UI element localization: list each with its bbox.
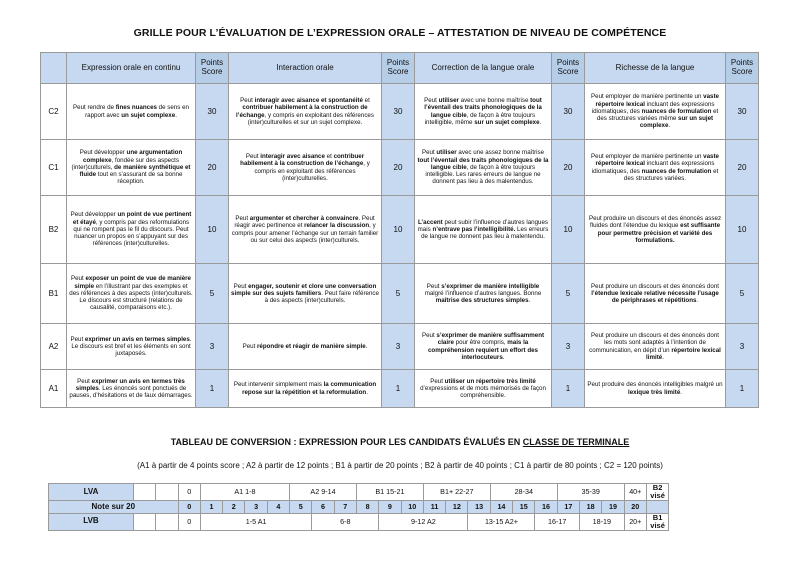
cell-interaction: Peut intervenir simplement mais la communication repose sur la répétition et la reformulation.	[229, 370, 382, 408]
emphasis: contribuer habilement à la construction de l’échange	[236, 104, 368, 119]
emphasis: nuances de formulation	[641, 107, 712, 115]
header-points: Points Score	[726, 53, 759, 84]
level-label: A2	[41, 324, 67, 370]
emphasis: tout l’éventail des traits phonologiques de la langue cible	[424, 96, 542, 119]
points-value: 10	[726, 196, 759, 264]
emphasis: maîtrise des structures simples	[435, 297, 529, 305]
corner-cell	[41, 53, 67, 84]
lvb-a2plus: 13-15 A2+	[468, 513, 535, 530]
emphasis: exposer un point de vue de manière simple	[74, 275, 191, 290]
emphasis: une argumentation complexe	[83, 149, 183, 164]
lva-zero: 0	[178, 484, 200, 501]
emphasis: nuances de formulation	[641, 167, 712, 175]
points-value: 20	[726, 140, 759, 196]
cell-correction: Peut utiliser avec une bonne maîtrise tout l’éventail des traits phonologiques de la langue cible, de façon à être toujours intelligible, même sur un sujet complexe.	[415, 84, 552, 140]
evaluation-grid	[40, 52, 759, 408]
lvb-range-18-19: 18-19	[580, 513, 625, 530]
emphasis: L’accent	[417, 218, 443, 226]
emphasis: relancer la discussion	[304, 222, 370, 230]
cell-correction: Peut s’exprimer de manière suffisamment claire pour être compris, mais la compréhension requiert un effort des interlocuteurs.	[415, 324, 552, 370]
points-value: 1	[726, 370, 759, 408]
points-value: 20	[552, 140, 585, 196]
grid-row-a1	[41, 370, 759, 408]
lvb-range-16-17: 16-17	[535, 513, 580, 530]
lvb-range-20plus: 20+	[624, 513, 646, 530]
emphasis: est suffisante pour permettre précision et variété des formulations.	[597, 222, 721, 244]
level-label: C1	[41, 140, 67, 196]
scale-value: 13	[468, 500, 490, 513]
cell-correction: Peut utiliser un répertoire très limité d’expressions et de mots mémorisés de façon compréhensible.	[415, 370, 552, 408]
cell-correction: L’accent peut subir l’influence d’autres langues mais n’entrave pas l’intelligibilité. Les erreurs de langue ne donnent pas lieu à malentendu.	[415, 196, 552, 264]
conversion-table	[48, 483, 746, 531]
grid-header-row	[41, 53, 759, 84]
scale-value: 11	[423, 500, 445, 513]
points-value: 1	[196, 370, 229, 408]
emphasis: exprimer un avis en termes simples	[84, 335, 190, 343]
scale-value: 6	[312, 500, 334, 513]
emphasis: vaste répertoire lexical	[595, 152, 719, 168]
lva-row	[49, 484, 746, 501]
lvb-label: LVB	[49, 513, 134, 530]
emphasis: n’entrave pas l’intelligibilité.	[432, 225, 516, 233]
grid-row-c2	[41, 84, 759, 140]
emphasis: utiliser un répertoire très limité	[444, 377, 536, 385]
grid-row-b1	[41, 264, 759, 324]
emphasis: interagir avec aisance et spontanéité	[254, 96, 363, 104]
lva-a2: A2 9-14	[290, 484, 357, 501]
header-richesse: Richesse de la langue	[585, 53, 726, 84]
cell-richesse: Peut produire un discours et des énoncés dont l’étendue lexicale relative nécessite l’usage de périphrases et répétitions.	[585, 264, 726, 324]
cell-interaction: Peut engager, soutenir et clore une conversation simple sur des sujets familiers. Peut faire référence à des aspects (inter)culturels.	[229, 264, 382, 324]
points-value: 30	[726, 84, 759, 140]
emphasis: engager, soutenir et clore une conversation simple sur des sujets familiers	[231, 282, 377, 297]
emphasis: exprimer un avis en termes très simples	[75, 377, 185, 392]
scale-value: 17	[557, 500, 579, 513]
points-value: 1	[552, 370, 585, 408]
cell-expression-continu: Peut exprimer un avis en termes simples. Le discours est bref et les éléments en sont juxtaposés.	[67, 324, 196, 370]
header-interaction: Interaction orale	[229, 53, 382, 84]
points-value: 20	[382, 140, 415, 196]
points-value: 30	[196, 84, 229, 140]
cell-interaction: Peut interagir avec aisance et spontanéité et contribuer habilement à la construction de l’échange, y compris en exploitant des références (inter)culturelles et sur un sujet complexe.	[229, 84, 382, 140]
emphasis: contribuer habilement à la construction de l’échange	[240, 152, 365, 168]
header-expression-continu: Expression orale en continu	[67, 53, 196, 84]
scale-value: 3	[245, 500, 267, 513]
grid-row-a2	[41, 324, 759, 370]
header-points: Points Score	[382, 53, 415, 84]
conversion-title-main: TABLEAU DE CONVERSION : EXPRESSION POUR LES CANDIDATS ÉVALUÉS EN	[170, 437, 523, 447]
cell-interaction: Peut interagir avec aisance et contribuer habilement à la construction de l’échange, y compris en exploitant des références (inter)culturelles.	[229, 140, 382, 196]
points-value: 3	[552, 324, 585, 370]
points-value: 10	[382, 196, 415, 264]
emphasis: lexique très limité	[627, 388, 681, 396]
emphasis: un sujet complexe	[121, 111, 176, 119]
scale-value: 14	[490, 500, 512, 513]
lvb-target: B1 visé	[646, 513, 668, 530]
cell-expression-continu: Peut exprimer un avis en termes très simples. Les énoncés sont ponctués de pauses, d’hésitations et de faux démarrages.	[67, 370, 196, 408]
emphasis: utiliser	[436, 149, 457, 157]
points-value: 5	[382, 264, 415, 324]
lvb-a2: 9-12 A2	[379, 513, 468, 530]
cell-expression-continu: Peut rendre de fines nuances de sens en rapport avec un sujet complexe.	[67, 84, 196, 140]
lvb-a1: 1-5 A1	[200, 513, 311, 530]
cell-richesse: Peut produire un discours et des énoncés dont les mots sont adaptés à l’intention de communication, en dépit d’un répertoire lexical limité.	[585, 324, 726, 370]
scale-value: 12	[446, 500, 468, 513]
conversion-title	[0, 437, 800, 447]
lva-b1plus: B1+ 22-27	[423, 484, 490, 501]
scale-value: 7	[334, 500, 356, 513]
scale-blank	[646, 500, 668, 513]
lva-range-35-39: 35-39	[557, 484, 624, 501]
emphasis: argumenter et chercher à convaincre	[249, 214, 359, 222]
emphasis: de manière synthétique et fluide	[79, 163, 191, 179]
header-points: Points Score	[196, 53, 229, 84]
lva-label: LVA	[49, 484, 134, 501]
cell-richesse: Peut produire un discours et des énoncés assez fluides dont l’étendue du lexique est suffisante pour permettre précision et variété des formulations.	[585, 196, 726, 264]
cell-expression-continu: Peut développer une argumentation complexe, fondée sur des aspects (inter)culturels, de manière synthétique et fluide tout en s’assurant de sa bonne réception.	[67, 140, 196, 196]
emphasis: tout l’éventail des traits phonologiques de la langue cible	[417, 156, 549, 171]
lva-blank	[156, 484, 178, 501]
emphasis: vaste répertoire lexical	[595, 93, 719, 108]
cell-richesse: Peut employer de manière pertinente un vaste répertoire lexical incluant des expressions idiomatiques, des nuances de formulation et des structures variées même sur un sujet complexe.	[585, 84, 726, 140]
lva-target: B2 visé	[646, 484, 668, 501]
scale-value: 18	[580, 500, 602, 513]
cell-richesse: Peut produire des énoncés intelligibles malgré un lexique très limité.	[585, 370, 726, 408]
conversion-title-class: CLASSE DE TERMINALE	[522, 437, 630, 447]
points-value: 3	[382, 324, 415, 370]
points-value: 5	[726, 264, 759, 324]
lva-blank	[133, 484, 155, 501]
points-value: 5	[196, 264, 229, 324]
emphasis: un point de vue pertinent et étayé	[72, 211, 192, 226]
points-value: 1	[382, 370, 415, 408]
points-value: 20	[196, 140, 229, 196]
lvb-zero: 0	[178, 513, 200, 530]
scale-value: 1	[200, 500, 222, 513]
scale-value: 2	[223, 500, 245, 513]
emphasis: s’exprimer de manière suffisamment claire	[436, 331, 545, 347]
conversion-note: (A1 à partir de 4 points score ; A2 à partir de 12 points ; B1 à partir de 20 points ; B2 à partir de 40 points ; C1 à partir de 80 points ; C2 = 120 points)	[137, 461, 663, 470]
scale-value: 5	[290, 500, 312, 513]
emphasis: mais la compréhension requiert un effort des interlocuteurs	[427, 339, 538, 361]
lvb-row	[49, 513, 746, 530]
points-value: 10	[196, 196, 229, 264]
note-scale-row	[49, 500, 746, 513]
emphasis: s’exprimer de manière intelligible	[441, 282, 540, 290]
cell-correction: Peut utiliser avec une assez bonne maîtrise tout l’éventail des traits phonologiques de la langue cible, de façon à être toujours intelligible. Les rares erreurs de langue ne donnent pas lieu à des malentendus.	[415, 140, 552, 196]
level-label: A1	[41, 370, 67, 408]
cell-expression-continu: Peut développer un point de vue pertinent et étayé, y compris par des reformulations qui ne rompent pas le fil du discours. Peut nuancer un propos en s’appuyant sur des références (inter)culturelles.	[67, 196, 196, 264]
lvb-blank	[133, 513, 155, 530]
grid-row-c1	[41, 140, 759, 196]
scale-value: 15	[513, 500, 535, 513]
cell-expression-continu: Peut exposer un point de vue de manière simple en l’illustrant par des exemples et des références à des aspects (inter)culturels. Le discours est structuré (relations de causalité, comparaisons etc.).	[67, 264, 196, 324]
emphasis: répertoire lexical limité	[646, 346, 721, 361]
emphasis: répondre et réagir de manière simple	[257, 342, 366, 350]
points-value: 30	[382, 84, 415, 140]
emphasis: la communication repose sur la répétition et la reformulation	[242, 381, 377, 396]
lva-range-40plus: 40+	[624, 484, 646, 501]
points-value: 10	[552, 196, 585, 264]
scale-value: 10	[401, 500, 423, 513]
points-value: 3	[196, 324, 229, 370]
scale-value: 20	[624, 500, 646, 513]
lva-range-28-34: 28-34	[490, 484, 557, 501]
lva-a1: A1 1-8	[200, 484, 289, 501]
scale-value: 4	[267, 500, 289, 513]
scale-value: 16	[535, 500, 557, 513]
note-label: Note sur 20	[49, 500, 179, 513]
emphasis: fines nuances	[115, 104, 157, 112]
cell-correction: Peut s’exprimer de manière intelligible malgré l’influence d’autres langues. Bonne maîtrise des structures simples.	[415, 264, 552, 324]
emphasis: l’étendue lexicale relative nécessite l’usage de périphrases et répétitions	[591, 289, 719, 305]
lvb-blank	[156, 513, 178, 530]
points-value: 3	[726, 324, 759, 370]
level-label: B1	[41, 264, 67, 324]
scale-value: 0	[178, 500, 200, 513]
emphasis: sur un sujet complexe	[639, 115, 714, 130]
header-points: Points Score	[552, 53, 585, 84]
scale-value: 19	[602, 500, 624, 513]
points-value: 5	[552, 264, 585, 324]
level-label: C2	[41, 84, 67, 140]
emphasis: interagir avec aisance	[260, 152, 325, 160]
points-value: 30	[552, 84, 585, 140]
scale-value: 8	[356, 500, 378, 513]
level-label: B2	[41, 196, 67, 264]
grid-row-b2	[41, 196, 759, 264]
lva-b1: B1 15-21	[356, 484, 423, 501]
emphasis: sur un sujet complexe	[474, 118, 540, 126]
cell-interaction: Peut argumenter et chercher à convaincre. Peut réagir avec pertinence et relancer la discussion, y compris pour amener l’échange sur un terrain familier ou sur celui des aspects (inter)culturels.	[229, 196, 382, 264]
emphasis: utiliser	[438, 96, 459, 104]
scale-value: 9	[379, 500, 401, 513]
lvb-range-6-8: 6-8	[312, 513, 379, 530]
page-title: GRILLE POUR L’ÉVALUATION DE L’EXPRESSION ORALE – ATTESTATION DE NIVEAU DE COMPÉTENCE	[133, 27, 667, 39]
cell-interaction: Peut répondre et réagir de manière simple.	[229, 324, 382, 370]
cell-richesse: Peut employer de manière pertinente un vaste répertoire lexical incluant des expressions idiomatiques, des nuances de formulation et des structures variées.	[585, 140, 726, 196]
header-correction: Correction de la langue orale	[415, 53, 552, 84]
